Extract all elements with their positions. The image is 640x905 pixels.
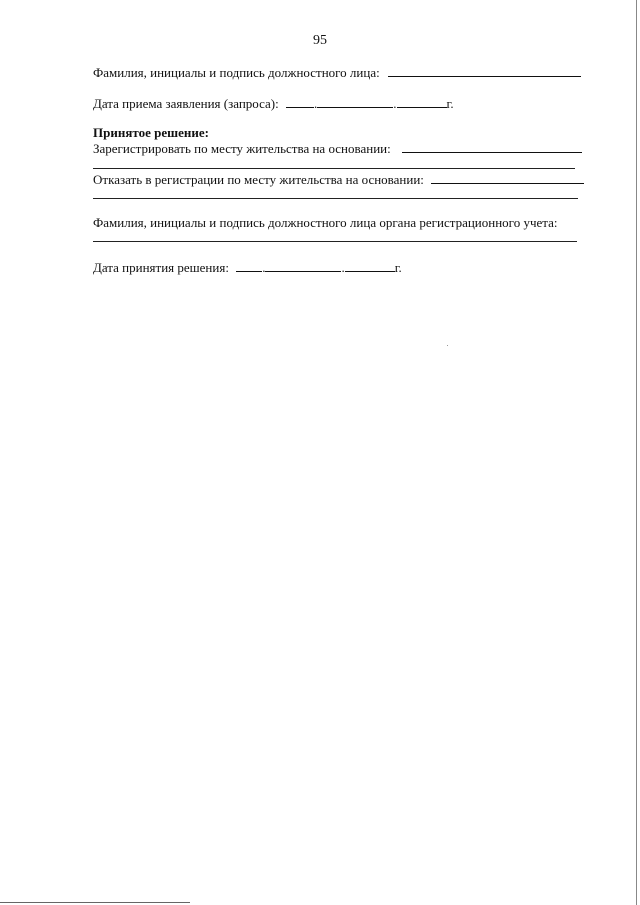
application-date-row <box>93 95 454 112</box>
application-year-field[interactable] <box>397 95 447 108</box>
year-suffix: г. <box>446 96 454 111</box>
register-basis-continuation-line[interactable] <box>93 168 575 169</box>
decision-date-label: Дата принятия решения: <box>93 260 229 275</box>
page-number: 95 <box>313 33 327 48</box>
date-separator: . <box>341 260 345 275</box>
year-suffix: г. <box>394 260 402 275</box>
refuse-basis-field[interactable] <box>431 171 584 184</box>
authority-official-signature-line[interactable] <box>93 241 577 242</box>
refuse-row <box>93 171 584 188</box>
official-signature-field[interactable] <box>388 64 581 77</box>
decision-month-field[interactable] <box>265 259 341 272</box>
decision-date-row <box>93 259 402 276</box>
date-separator: . <box>262 260 266 275</box>
register-basis-field[interactable] <box>402 140 582 153</box>
scan-edge-right <box>636 0 637 905</box>
authority-official-label: Фамилия, инициалы и подпись должностного лица органа регистрационного учета: <box>93 215 558 230</box>
refuse-label: Отказать в регистрации по месту жительства на основании: <box>93 172 424 187</box>
application-day-field[interactable] <box>286 95 314 108</box>
date-separator: . <box>314 96 318 111</box>
scan-edge-bottom <box>0 902 190 903</box>
decision-day-field[interactable] <box>236 259 262 272</box>
date-separator: . <box>393 96 397 111</box>
refuse-basis-continuation-line[interactable] <box>93 198 578 199</box>
application-date-label: Дата приема заявления (запроса): <box>93 96 279 111</box>
register-row <box>93 140 582 157</box>
authority-official-row <box>93 215 557 231</box>
register-label: Зарегистрировать по месту жительства на основании: <box>93 141 391 156</box>
decision-year-field[interactable] <box>345 259 395 272</box>
application-month-field[interactable] <box>317 95 393 108</box>
scan-speck <box>447 345 448 346</box>
official-signature-row <box>93 64 581 81</box>
decision-heading: Принятое решение: <box>93 125 209 140</box>
official-label: Фамилия, инициалы и подпись должностного лица: <box>93 65 380 80</box>
